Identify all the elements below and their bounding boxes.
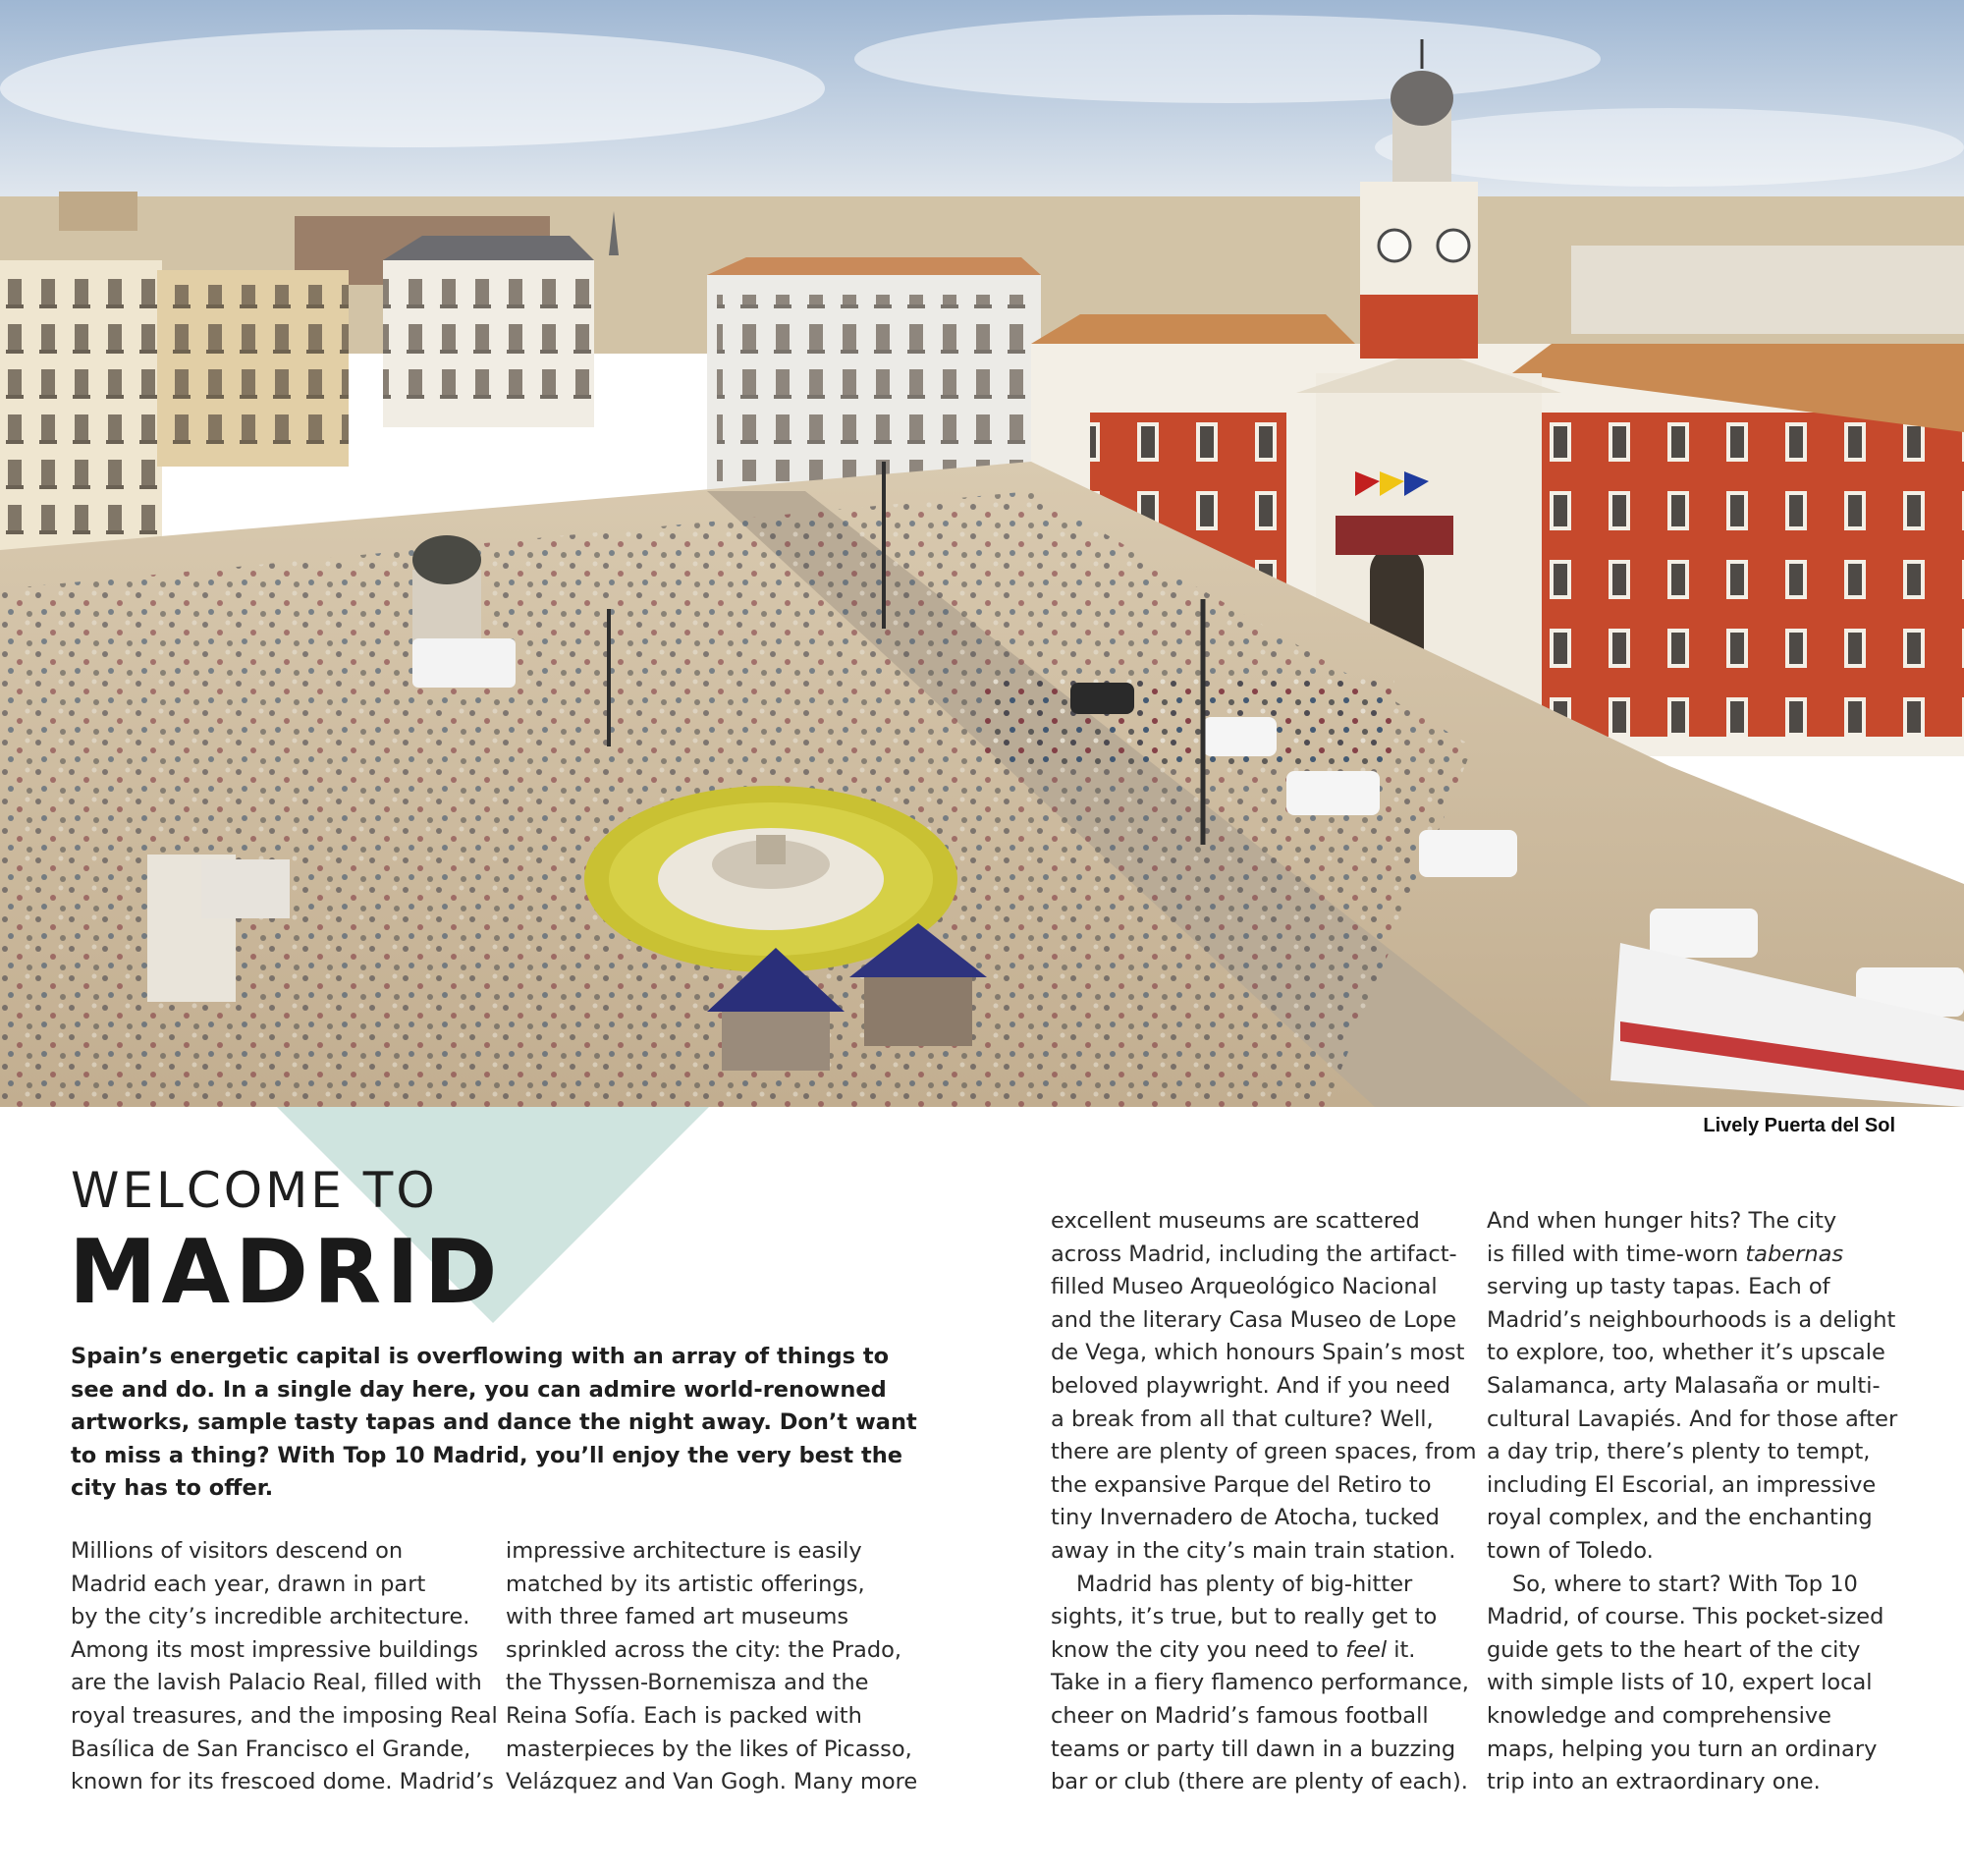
text-line: Salamanca, arty Malasaña or multi-: [1487, 1372, 1881, 1399]
text-line: trip into an extraordinary one.: [1487, 1769, 1821, 1795]
body-column-4: [1487, 1205, 1897, 1799]
text-line: maps, helping you turn an ordinary: [1487, 1736, 1878, 1762]
text-line: And when hunger hits? The city: [1487, 1208, 1837, 1234]
text-line: royal treasures, and the imposing Real: [71, 1702, 498, 1729]
text-line: Madrid’s neighbourhoods is a delight: [1487, 1306, 1896, 1333]
emphasis-tabernas: tabernas: [1745, 1241, 1844, 1267]
text-line: with three famed art museums: [506, 1604, 849, 1630]
text-line: filled Museo Arqueológico Nacional: [1051, 1274, 1438, 1300]
text-run: is filled with time-worn: [1487, 1241, 1739, 1267]
text-line: a day trip, there’s plenty to tempt,: [1487, 1439, 1871, 1465]
text-line: the expansive Parque del Retiro to: [1051, 1471, 1432, 1498]
text-line: [1487, 1239, 1897, 1272]
text-line: by the city’s incredible architecture.: [71, 1604, 470, 1630]
text-line: Madrid has plenty of big-hitter: [1076, 1571, 1413, 1597]
text-line: away in the city’s main train station.: [1051, 1537, 1456, 1564]
text-line: excellent museums are scattered: [1051, 1208, 1420, 1234]
text-line: Take in a fiery flamenco performance,: [1051, 1670, 1469, 1696]
text-line: and the literary Casa Museo de Lope: [1051, 1306, 1457, 1333]
text-line: to explore, too, whether it’s upscale: [1487, 1340, 1885, 1366]
intro-paragraph: Spain’s energetic capital is overflowing with an array of things to see and do. In a single day here, you can admire world-renowned artworks, sample tasty tapas and dance the night away. Don’t want to miss a thing? With Top 10 Madrid, you’ll enjoy the very best the city has to offer.: [71, 1344, 917, 1502]
text-line: cultural Lavapiés. And for those after: [1487, 1406, 1898, 1432]
text-line: Basílica de San Francisco el Grande,: [71, 1736, 471, 1762]
text-line: royal complex, and the enchanting: [1487, 1505, 1873, 1531]
text-line: serving up tasty tapas. Each of: [1487, 1274, 1830, 1300]
text-line: with simple lists of 10, expert local: [1487, 1670, 1873, 1696]
text-line: sights, it’s true, but to really get to: [1051, 1604, 1438, 1630]
text-line: So, where to start? With Top 10: [1512, 1571, 1858, 1597]
body-column-3: [1051, 1205, 1477, 1799]
text-line: Madrid each year, drawn in part: [71, 1571, 426, 1597]
text-line: the Thyssen-Bornemisza and the: [506, 1670, 869, 1696]
text-line: teams or party till dawn in a buzzing: [1051, 1736, 1456, 1762]
text-line: are the lavish Palacio Real, filled with: [71, 1670, 482, 1696]
text-line: Reina Sofía. Each is packed with: [506, 1702, 862, 1729]
text-line: de Vega, which honours Spain’s most: [1051, 1340, 1465, 1366]
text-line: [1051, 1634, 1477, 1668]
text-line: cheer on Madrid’s famous football: [1051, 1702, 1429, 1729]
text-line: across Madrid, including the artifact-: [1051, 1241, 1457, 1267]
kicker-heading: WELCOME TO: [71, 1162, 438, 1219]
page-title: MADRID: [69, 1221, 503, 1324]
text-line: there are plenty of green spaces, from: [1051, 1439, 1477, 1465]
text-line: Millions of visitors descend on: [71, 1538, 404, 1564]
text-run: know the city you need to: [1051, 1636, 1339, 1663]
text-line: bar or club (there are plenty of each).: [1051, 1769, 1468, 1795]
body-column-1: [71, 1535, 498, 1799]
text-line: tiny Invernadero de Atocha, tucked: [1051, 1505, 1440, 1531]
text-line: Madrid, of course. This pocket-sized: [1487, 1604, 1884, 1630]
text-line: impressive architecture is easily: [506, 1538, 862, 1564]
text-line: Among its most impressive buildings: [71, 1636, 478, 1663]
text-line: Velázquez and Van Gogh. Many more: [506, 1769, 918, 1795]
text-line: matched by its artistic offerings,: [506, 1571, 865, 1597]
text-run: it.: [1387, 1636, 1416, 1663]
body-column-2: [506, 1535, 917, 1799]
text-line: including El Escorial, an impressive: [1487, 1471, 1877, 1498]
text-line: known for its frescoed dome. Madrid’s: [71, 1769, 494, 1795]
text-line: guide gets to the heart of the city: [1487, 1636, 1861, 1663]
photo-caption: Lively Puerta del Sol: [1703, 1115, 1895, 1136]
text-line: a break from all that culture? Well,: [1051, 1406, 1434, 1432]
text-line: beloved playwright. And if you need: [1051, 1372, 1451, 1399]
text-line: knowledge and comprehensive: [1487, 1702, 1832, 1729]
emphasis-feel: feel: [1345, 1636, 1388, 1663]
text-line: town of Toledo.: [1487, 1537, 1654, 1564]
text-line: sprinkled across the city: the Prado,: [506, 1636, 902, 1663]
text-line: masterpieces by the likes of Picasso,: [506, 1736, 912, 1762]
